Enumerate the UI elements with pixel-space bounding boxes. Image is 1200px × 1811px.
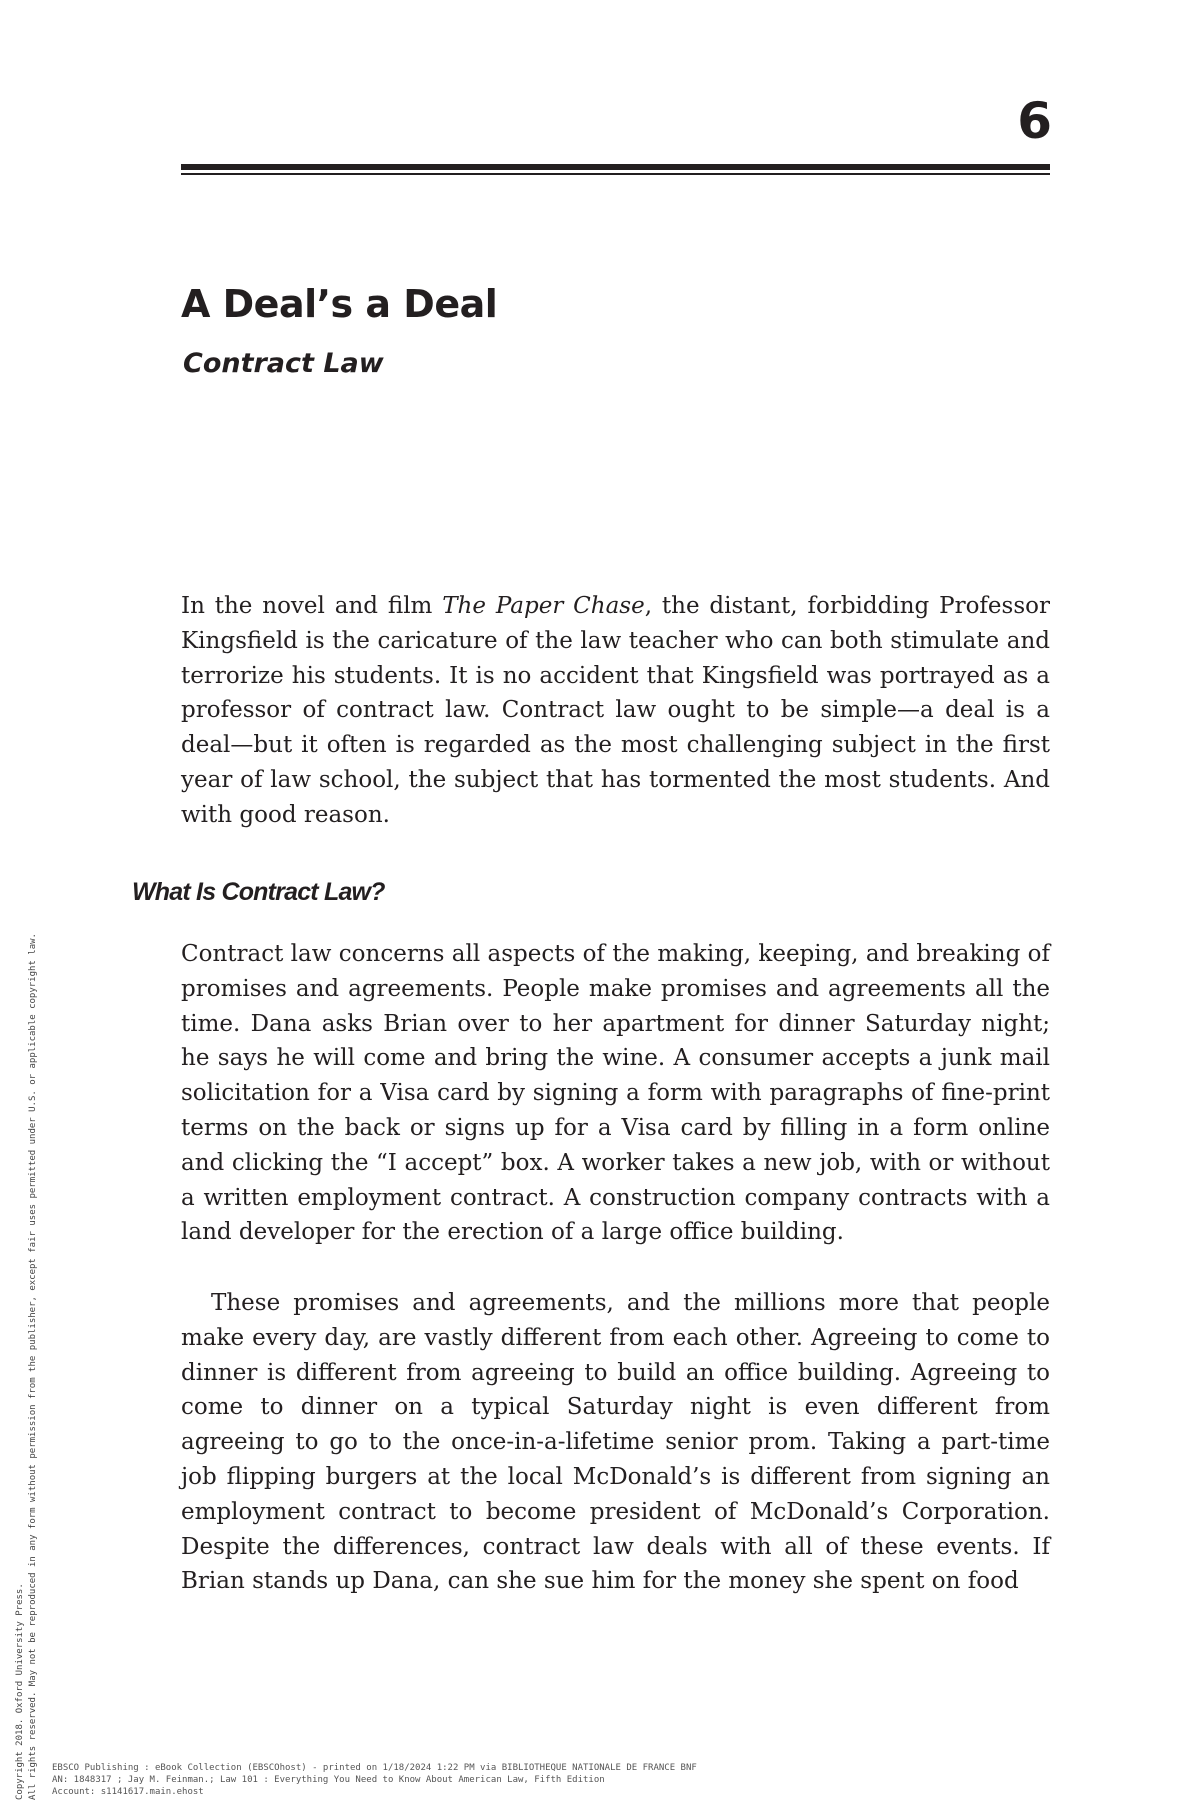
- footer-line-2: AN: 1848317 ; Jay M. Feinman.; Law 101 : Everything You Need to Know About American Law, Fifth Edition: [52, 1775, 605, 1785]
- footer-line-1: EBSCO Publishing : eBook Collection (EBSCOhost) - printed on 1/18/2024 1:22 PM via BIBLIOTHEQUE NATIONALE DE FRANCE BNF: [52, 1763, 697, 1773]
- chapter-title: A Deal’s a Deal: [181, 282, 498, 326]
- section-heading: What Is Contract Law?: [132, 878, 385, 906]
- footer-line-3: Account: s1141617.main.ehost: [52, 1787, 204, 1797]
- intro-text-before: In the novel and film: [181, 593, 443, 619]
- copyright-line: Copyright 2018. Oxford University Press.: [15, 1583, 25, 1800]
- section-paragraph-2: These promises and agreements, and the millions more that people make every day, are vastly different from each other. Agreeing to come to dinner is different from agreeing to build an office building. Agreeing to come to dinner on a typical Saturday night is even different from agreeing to go to the once-in-a-lifetime senior prom. Taking a part-time job flipping burgers at the local McDonald’s is different from signing an employment contract to become president of McDonald’s Corporation. Despite the differences, contract law deals with all of these events. If Brian stands up Dana, can she sue him for the money she spent on food: [181, 1290, 1050, 1595]
- intro-text-after: , the distant, forbidding Professor Kingsfield is the caricature of the law teacher who can both stimulate and terrorize his students. It is no accident that Kingsfield was portrayed as a professor of contract law. Contract law ought to be simple—a deal is a deal—but it often is regarded as the most challenging subject in the first year of law school, the subject that has tormented the most students. And with good reason.: [181, 593, 1050, 828]
- section-paragraph-1: Contract law concerns all aspects of the making, keeping, and breaking of promises and agreements. People make promises and agreements all the time. Dana asks Brian over to her apartment for dinner Saturday night; he says he will come and bring the wine. A consumer accepts a junk mail solicitation for a Visa card by signing a form with paragraphs of fine-print terms on the back or signs up for a Visa card by filling in a form online and clicking the “I accept” box. A worker takes a new job, with or without a written employment contract. A construction company contracts with a land developer for the erection of a large office building.: [181, 941, 1050, 1246]
- rights-line: All rights reserved. May not be reproduced in any form without permission from the publisher, except fair uses permitted under U.S. or applicable copyright law.: [28, 933, 38, 1800]
- book-title: The Paper Chase: [442, 593, 645, 619]
- footer-print-notice: [52, 1762, 697, 1798]
- copyright-margin-notice: [0, 0, 60, 1811]
- chapter-rule-divider: [181, 164, 1050, 175]
- chapter-subtitle: Contract Law: [183, 348, 384, 379]
- chapter-number: 6: [1017, 92, 1052, 150]
- intro-paragraph: [181, 589, 1050, 833]
